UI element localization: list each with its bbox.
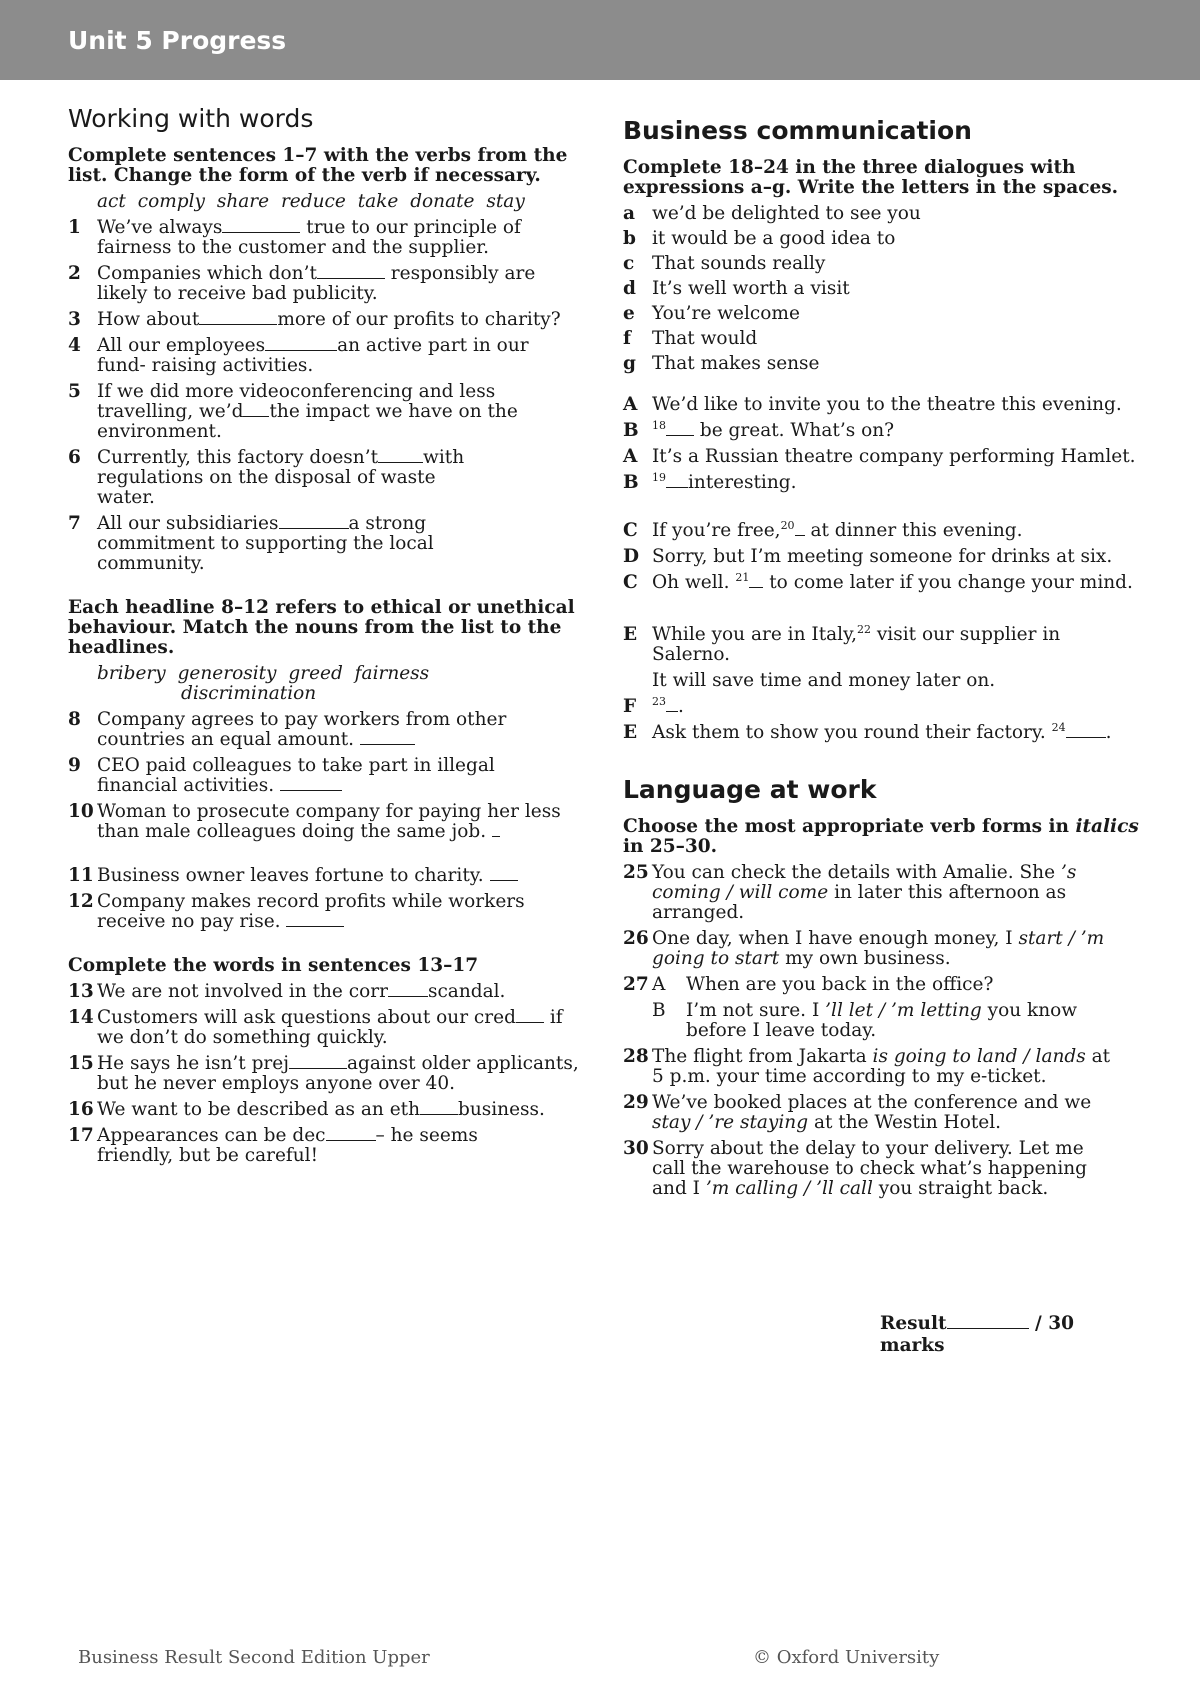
instruction-13-17: Complete the words in sentences 13–17 <box>68 955 479 976</box>
answer-gap[interactable] <box>378 448 423 463</box>
list-item: 30 Sorry about the delay to your delivery. Let me call the warehouse to check what’s happening and I ’m calling / ’ll call you straight back. <box>623 1138 1087 1199</box>
exercise-25-30 <box>623 863 1143 1199</box>
dialogue-2 <box>623 518 1143 593</box>
answer-gap[interactable] <box>279 514 349 529</box>
list-item: 10 Woman to prosecute company for paying her less than male colleagues doing the same job. <box>68 801 561 842</box>
exercise-8-12 <box>68 710 580 932</box>
list-item: 1 We’ve always true to our principle of fairness to the customer and the supplier. <box>68 217 521 258</box>
instruction-1-7: Complete sentences 1–7 with the verbs from the list. Change the form of the verb if necessary. <box>68 145 568 186</box>
answer-gap[interactable] <box>749 573 763 588</box>
option-g: g That makes sense <box>623 353 820 374</box>
answer-gap[interactable] <box>265 336 337 351</box>
exercise-13-17 <box>68 982 580 1166</box>
answer-gap[interactable] <box>666 697 678 712</box>
list-item: 8 Company agrees to pay workers from other countries an equal amount. <box>68 709 507 750</box>
answer-gap[interactable] <box>222 218 300 233</box>
answer-gap[interactable] <box>666 473 688 488</box>
noun-list-2: discrimination <box>181 683 317 704</box>
verb-choice[interactable]: is going to land / lands <box>872 1046 1086 1067</box>
option-b: b it would be a good idea to <box>623 228 896 249</box>
result-score-gap[interactable] <box>947 1314 1029 1329</box>
list-item: 5 If we did more videoconferencing and less travelling, we’d the impact we have on the environment. <box>68 381 518 442</box>
unit-title: Unit 5 Progress <box>68 26 287 55</box>
answer-gap[interactable] <box>516 1008 544 1023</box>
footer-right: © Oxford University <box>753 1647 940 1668</box>
list-item: 7 All our subsidiaries a strong commitment to supporting the local community. <box>68 513 434 574</box>
list-item: 6 Currently, this factory doesn’t with regulations on the disposal of waste water. <box>68 447 465 508</box>
list-item: 17 Appearances can be dec – he seems friendly, but be careful! <box>68 1125 478 1166</box>
dialogue-1 <box>623 395 1143 493</box>
list-item: 4 All our employees an active part in our fund- raising activities. <box>68 335 529 376</box>
answer-gap[interactable] <box>286 912 344 927</box>
answer-gap[interactable] <box>490 866 518 881</box>
list-item: 28 The flight from Jakarta is going to land / lands at 5 p.m. your time according to my e-ticket. <box>623 1046 1111 1087</box>
option-e: e You’re welcome <box>623 303 800 324</box>
answer-gap[interactable] <box>280 776 342 791</box>
list-item: 11 Business owner leaves fortune to charity. <box>68 866 580 886</box>
answer-gap[interactable] <box>795 521 805 536</box>
answer-gap[interactable] <box>326 1126 376 1141</box>
list-item: 15 He says he isn’t prej against older applicants, but he never employs anyone over 40. <box>68 1053 579 1094</box>
answer-gap[interactable] <box>1066 723 1106 738</box>
verb-choice[interactable]: ’m calling / ’ll call <box>705 1178 873 1199</box>
instruction-18-24: Complete 18–24 in the three dialogues with expressions a–g. Write the letters in the spaces. <box>623 157 1119 198</box>
left-column <box>68 104 580 1172</box>
option-f: f That would <box>623 328 758 349</box>
instruction-8-12: Each headline 8–12 refers to ethical or unethical behaviour. Match the nouns from the list to the headlines. <box>68 597 575 658</box>
list-item: 16 We want to be described as an eth business. <box>68 1099 545 1120</box>
option-c: c That sounds really <box>623 253 826 274</box>
result-box: Result / 30 marks <box>880 1313 1074 1356</box>
dialogue-line: C If you’re free,$^{20}$ at dinner this evening. <box>623 518 1023 541</box>
answer-gap[interactable] <box>289 1054 347 1069</box>
dialogue-line: It will save time and money later on. <box>652 670 996 691</box>
expression-options <box>623 204 1143 374</box>
list-item: 3 How about more of our profits to charity? <box>68 309 561 330</box>
verb-choice[interactable]: ’s coming / will come <box>652 862 1077 903</box>
dialogue-line: E While you are in Italy,$^{22}$ visit our supplier in Salerno. <box>623 622 1061 665</box>
answer-gap[interactable] <box>360 730 415 745</box>
instruction-25-30: Choose the most appropriate verb forms in italics in 25–30. <box>623 816 1139 857</box>
noun-list: bribery generosity greed fairness <box>97 663 430 684</box>
dialogue-line: A We’d like to invite you to the theatre this evening. <box>623 394 1122 415</box>
dialogue-3 <box>623 622 1143 743</box>
list-item: 12 Company makes record profits while workers receive no pay rise. <box>68 891 525 932</box>
answer-gap[interactable] <box>199 310 277 325</box>
option-a: a we’d be delighted to see you <box>623 203 921 224</box>
dialogue-line: B $^{19}$ interesting. <box>623 470 797 493</box>
verb-choice[interactable]: stay / ’re staying <box>652 1112 809 1133</box>
dialogue-line: A It’s a Russian theatre company performing Hamlet. <box>623 446 1136 467</box>
answer-gap[interactable] <box>420 1100 458 1115</box>
verb-list: act comply share reduce take donate stay <box>97 191 525 212</box>
section-title-language-at-work: Language at work <box>623 775 877 804</box>
answer-gap[interactable] <box>666 421 694 436</box>
list-item: 9 CEO paid colleagues to take part in illegal financial activities. <box>68 755 495 796</box>
dialogue-line: C Oh well. $^{21}$ to come later if you change your mind. <box>623 570 1133 593</box>
list-item: 14 Customers will ask questions about our cred if we don’t do something quickly. <box>68 1007 563 1048</box>
list-item: 26 One day, when I have enough money, I start / ’m going to start my own business. <box>623 928 1105 969</box>
list-item: 2 Companies which don’t responsibly are likely to receive bad publicity. <box>68 263 536 304</box>
exercise-1-7 <box>68 218 580 574</box>
answer-gap[interactable] <box>388 982 428 997</box>
header-bar <box>0 0 1200 80</box>
section-title-working-with-words: Working with words <box>68 104 314 133</box>
dialogue-line: F $^{23}$ . <box>623 694 684 717</box>
footer-left: Business Result Second Edition Upper <box>78 1647 430 1668</box>
list-item: 27 A When are you back in the office? B I’m not sure. I ’ll let / ’m letting you know before I leave today. <box>623 974 1078 1041</box>
dialogue-line: D Sorry, but I’m meeting someone for drinks at six. <box>623 546 1113 567</box>
answer-gap[interactable] <box>317 264 385 279</box>
verb-choice[interactable]: start / ’m going to start <box>652 928 1105 969</box>
answer-gap[interactable] <box>492 822 500 837</box>
list-item: 25 You can check the details with Amalie. She ’s coming / will come in later this afternoon as arranged. <box>623 862 1077 923</box>
dialogue-line: B $^{18}$ be great. What’s on? <box>623 418 895 441</box>
right-column <box>623 116 1143 1205</box>
list-item: 13 We are not involved in the corr scandal. <box>68 981 506 1002</box>
option-d: d It’s well worth a visit <box>623 278 850 299</box>
dialogue-line: E Ask them to show you round their factory. $^{24}$ . <box>623 720 1112 743</box>
verb-choice[interactable]: ’ll let / ’m letting <box>825 1000 982 1021</box>
list-item: 29 We’ve booked places at the conference and we stay / ’re staying at the Westin Hotel. <box>623 1092 1092 1133</box>
answer-gap[interactable] <box>243 402 269 417</box>
section-title-business-communication: Business communication <box>623 116 972 145</box>
